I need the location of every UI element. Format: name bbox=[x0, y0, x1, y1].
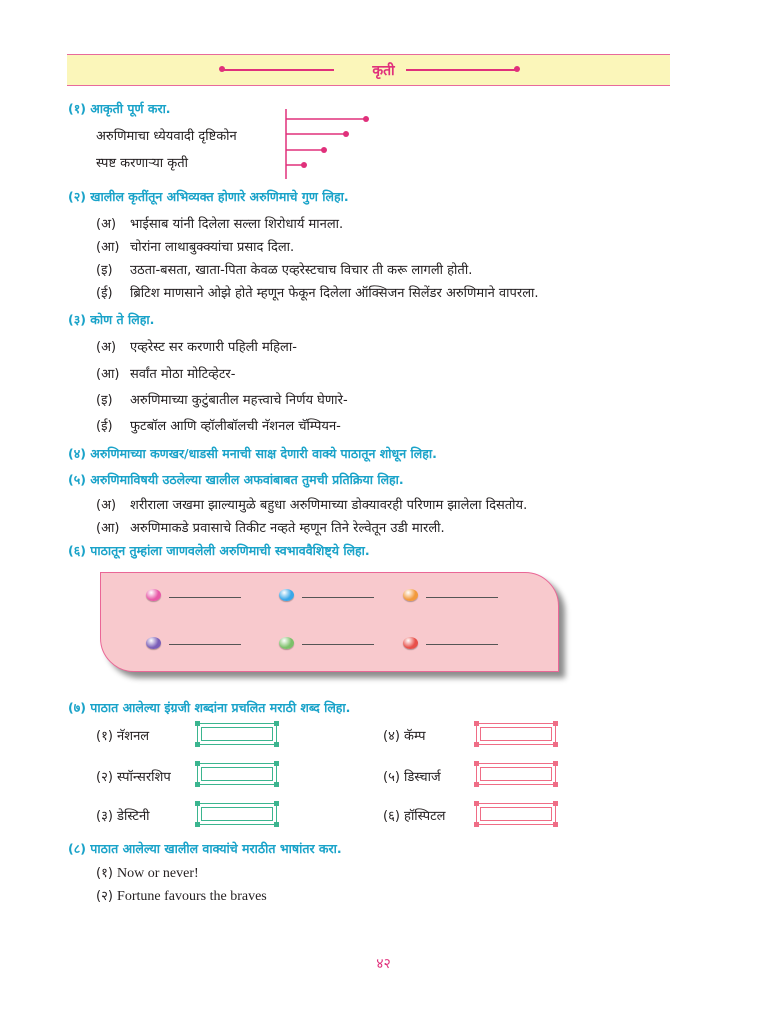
q2-item-label: (इ) bbox=[96, 263, 113, 278]
q7-word-right: (५) डिस्चार्ज bbox=[383, 770, 441, 785]
bead-purple-icon bbox=[146, 637, 161, 649]
answer-line bbox=[426, 644, 498, 645]
q5-heading: (५) अरुणिमाविषयी उठलेल्या खालील अफवांबाबत तुमची प्रतिक्रिया लिहा. bbox=[68, 472, 404, 487]
q7-word-left: (१) नॅशनल bbox=[96, 729, 150, 744]
q3-item-text: फुटबॉल आणि व्हॉलीबॉलची नॅशनल चॅम्पियन- bbox=[130, 419, 341, 434]
q2-item-text: उठता-बसता, खाता-पिता केवळ एव्हरेस्टचाच विचार ती करू लागली होती. bbox=[130, 263, 473, 278]
answer-box-pink[interactable] bbox=[476, 723, 556, 745]
bead-blue-icon bbox=[279, 589, 294, 601]
q2-item-label: (अ) bbox=[96, 217, 117, 232]
answer-box-green[interactable] bbox=[197, 723, 277, 745]
q2-heading: (२) खालील कृतींतून अभिव्यक्त होणारे अरुणिमाचे गुण लिहा. bbox=[68, 189, 349, 204]
q8-item-label: (१) bbox=[96, 866, 113, 881]
q2-item bbox=[96, 237, 294, 255]
q3-item-label: (आ) bbox=[96, 367, 120, 382]
q3-item bbox=[96, 337, 297, 355]
q5-item bbox=[96, 518, 445, 536]
q2-item bbox=[96, 260, 472, 278]
q1-heading: (१) आकृती पूर्ण करा. bbox=[68, 101, 171, 116]
q1-line-2: स्पष्ट करणाऱ्या कृती bbox=[96, 156, 189, 171]
answer-box-pink[interactable] bbox=[476, 803, 556, 825]
q8-item bbox=[96, 863, 199, 882]
bead-pink-icon bbox=[146, 589, 161, 601]
q4-heading: (४) अरुणिमाच्या कणखर/धाडसी मनाची साक्ष देणारी वाक्ये पाठातून शोधून लिहा. bbox=[68, 446, 437, 461]
q2-item bbox=[96, 214, 343, 232]
answer-box-pink[interactable] bbox=[476, 763, 556, 785]
traits-answer-box bbox=[100, 572, 559, 672]
q2-item-text: चोरांना लाथाबुक्क्यांचा प्रसाद दिला. bbox=[130, 240, 295, 255]
q3-item-text: एव्हरेस्ट सर करणारी पहिली महिला- bbox=[130, 340, 297, 355]
q6-heading: (६) पाठातून तुम्हांला जाणवलेली अरुणिमाची स्वभाववैशिष्ट्ये लिहा. bbox=[68, 543, 370, 558]
q5-item-label: (आ) bbox=[96, 521, 120, 536]
q2-item-label: (ई) bbox=[96, 286, 113, 301]
q5-item-label: (अ) bbox=[96, 498, 117, 513]
answer-line bbox=[169, 644, 241, 645]
q3-item-text: अरुणिमाच्या कुटुंबातील महत्त्वाचे निर्णय घेणारे- bbox=[130, 393, 348, 408]
q1-concept-diagram bbox=[280, 105, 380, 185]
q5-item bbox=[96, 495, 527, 513]
q8-item-label: (२) bbox=[96, 889, 113, 904]
q7-word-left: (३) डेस्टिनी bbox=[96, 809, 150, 824]
q1-line-1: अरुणिमाचा ध्येयवादी दृष्टिकोन bbox=[96, 129, 237, 144]
q2-item-text: भाईसाब यांनी दिलेला सल्ला शिरोधार्य मानला. bbox=[130, 217, 344, 232]
q3-item bbox=[96, 416, 341, 434]
q3-item bbox=[96, 390, 348, 408]
answer-line bbox=[302, 597, 374, 598]
q3-item-label: (अ) bbox=[96, 340, 117, 355]
page-number: ४२ bbox=[376, 956, 391, 972]
bead-red-icon bbox=[403, 637, 418, 649]
q5-item-text: शरीराला जखमा झाल्यामुळे बहुधा अरुणिमाच्या डोक्यावरही परिणाम झालेला दिसतोय. bbox=[130, 498, 528, 513]
q3-heading: (३) कोण ते लिहा. bbox=[68, 312, 155, 327]
q7-word-right: (४) कॅम्प bbox=[383, 729, 426, 744]
section-title: कृती bbox=[372, 63, 395, 79]
q7-heading: (७) पाठात आलेल्या इंग्रजी शब्दांना प्रचलित मराठी शब्द लिहा. bbox=[68, 700, 351, 715]
q8-heading: (८) पाठात आलेल्या खालील वाक्यांचे मराठीत भाषांतर करा. bbox=[68, 841, 342, 856]
q3-item-label: (ई) bbox=[96, 419, 113, 434]
q7-word-right: (६) हॉस्पिटल bbox=[383, 809, 446, 824]
q3-item-label: (इ) bbox=[96, 393, 113, 408]
q3-item-text: सर्वांत मोठा मोटिव्हेटर- bbox=[130, 367, 236, 382]
bead-orange-icon bbox=[403, 589, 418, 601]
q2-item bbox=[96, 283, 539, 301]
answer-box-green[interactable] bbox=[197, 763, 277, 785]
bead-green-icon bbox=[279, 637, 294, 649]
q5-item-text: अरुणिमाकडे प्रवासाचे तिकीट नव्हते म्हणून तिने रेल्वेतून उडी मारली. bbox=[130, 521, 445, 536]
q8-item-text: Now or never! bbox=[117, 866, 199, 881]
answer-box-green[interactable] bbox=[197, 803, 277, 825]
q8-item bbox=[96, 886, 267, 905]
answer-line bbox=[302, 644, 374, 645]
q7-word-left: (२) स्पॉन्सरशिप bbox=[96, 770, 171, 785]
q3-item bbox=[96, 364, 235, 382]
q8-item-text: Fortune favours the braves bbox=[117, 889, 267, 904]
q2-item-text: ब्रिटिश माणसाने ओझे होते म्हणून फेकून दिलेला ऑक्सिजन सिलेंडर अरुणिमाने वापरला. bbox=[130, 286, 539, 301]
answer-line bbox=[169, 597, 241, 598]
q2-item-label: (आ) bbox=[96, 240, 120, 255]
answer-line bbox=[426, 597, 498, 598]
